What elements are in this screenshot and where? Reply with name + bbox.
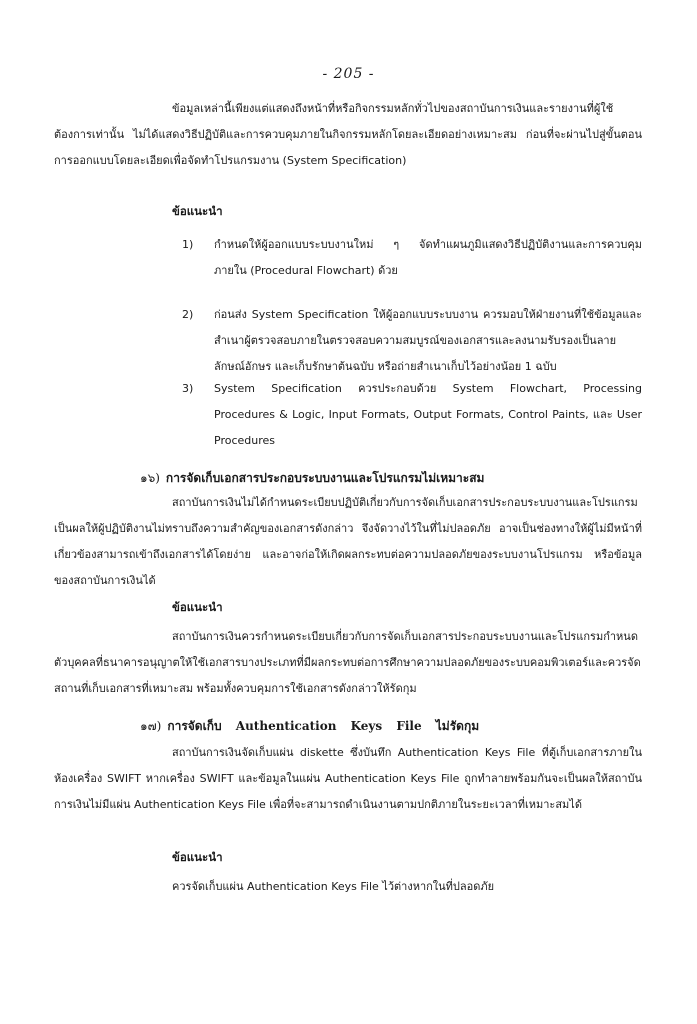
- section-16-body: สถาบันการเงินไม่ได้กำหนดระเบียบปฏิบัติเกี่ยวกับการจัดเก็บเอกสารประกอบระบบงานและโปรแกรมเป็นผลให้ผู้ปฏิบัติงานไม่ทราบถึงความสำคัญของเอกสารดังกล่าว จึงจัดวางไว้ในที่ไม่ปลอดภัย อาจเป็นช่องทางให้ผู้ไม่มีหน้าที่เกี่ยวข้องสามารถเข้าถึงเอกสารได้โดยง่าย และอาจก่อให้เกิดผลกระทบต่อความปลอดภัยของระบบงานโปรแกรม หรือข้อมูลของสถาบันการเงินได้: [54, 496, 642, 587]
- intro-paragraph: ข้อมูลเหล่านี้เพียงแต่แสดงถึงหน้าที่หรือกิจกรรมหลักทั่วไปของสถาบันการเงินและรายงานที่ผู้ใช้ต้องการเท่านั้น ไม่ได้แสดงวิธีปฏิบัติและการควบคุมภายในกิจกรรมหลักโดยละเอียดอย่างเหมาะสม ก่อนที่จะผ่านไปสู่ขั้นตอนการออกแบบโดยละเอียดเพื่อจัดทำโปรแกรมงาน (System Specification): [54, 102, 642, 167]
- section-16-heading: [140, 468, 484, 488]
- section-17-number: ๑๗): [140, 719, 162, 733]
- item-number: 2): [182, 308, 194, 321]
- section-17-recommendation-label: ข้อแนะนำ: [172, 850, 223, 864]
- item-number: 1): [182, 238, 194, 251]
- item-text: กำหนดให้ผู้ออกแบบระบบงานใหม่ ๆ จัดทำแผนภูมิแสดงวิธีปฏิบัติงานและการควบคุมภายใน (Procedural Flowchart) ด้วย: [214, 238, 642, 277]
- section-16-recommendation-label: ข้อแนะนำ: [172, 600, 223, 614]
- section-17-recommendation: ควรจัดเก็บแผ่น Authentication Keys File ไว้ต่างหากในที่ปลอดภัย: [172, 880, 495, 893]
- page-number: - 205 -: [322, 66, 375, 82]
- section-16-title: การจัดเก็บเอกสารประกอบระบบงานและโปรแกรมไม่เหมาะสม: [165, 471, 485, 485]
- section-17-heading: [140, 716, 479, 736]
- recommendation-item-1: [182, 232, 642, 284]
- recommendation-item-3: [182, 376, 642, 454]
- item-text: System Specification ควรประกอบด้วย System Flowchart, Processing Procedures & Logic, Input Formats, Output Formats, Control Paints, และ User Procedures: [214, 382, 642, 447]
- recommendation-item-2: [182, 302, 642, 380]
- item-text: ก่อนส่ง System Specification ให้ผู้ออกแบบระบบงาน ควรมอบให้ฝ่ายงานที่ใช้ข้อมูลและสำเนาผู้ตรวจสอบภายในตรวจสอบความสมบูรณ์ของเอกสารและลงนามรับรองเป็นลายลักษณ์อักษร และเก็บรักษาต้นฉบับ หรือถ่ายสำเนาเก็บไว้อย่างน้อย 1 ฉบับ: [214, 308, 642, 373]
- section-17-title: การจัดเก็บ Authentication Keys File ไม่รัดกุม: [167, 719, 480, 733]
- section-17-body: สถาบันการเงินจัดเก็บแผ่น diskette ซึ่งบันทึก Authentication Keys File ที่ตู้เก็บเอกสารภายในห้องเครื่อง SWIFT หากเครื่อง SWIFT และข้อมูลในแผ่น Authentication Keys File ถูกทำลายพร้อมกันจะเป็นผลให้สถาบันการเงินไม่มีแผ่น Authentication Keys File เพื่อที่จะสามารถดำเนินงานตามปกติภายในระยะเวลาที่เหมาะสมได้: [54, 746, 642, 811]
- section-16-number: ๑๖): [140, 471, 160, 485]
- section-16-recommendation: สถาบันการเงินควรกำหนดระเบียบเกี่ยวกับการจัดเก็บเอกสารประกอบระบบงานและโปรแกรมกำหนดตัวบุคคลที่ธนาคารอนุญาตให้ใช้เอกสารบางประเภทที่มีผลกระทบต่อการศึกษาความปลอดภัยของระบบคอมพิวเตอร์และควรจัดสถานที่เก็บเอกสารที่เหมาะสม พร้อมทั้งควบคุมการใช้เอกสารดังกล่าวให้รัดกุม: [54, 630, 641, 695]
- item-number: 3): [182, 382, 194, 395]
- recommendation-label: ข้อแนะนำ: [172, 204, 223, 218]
